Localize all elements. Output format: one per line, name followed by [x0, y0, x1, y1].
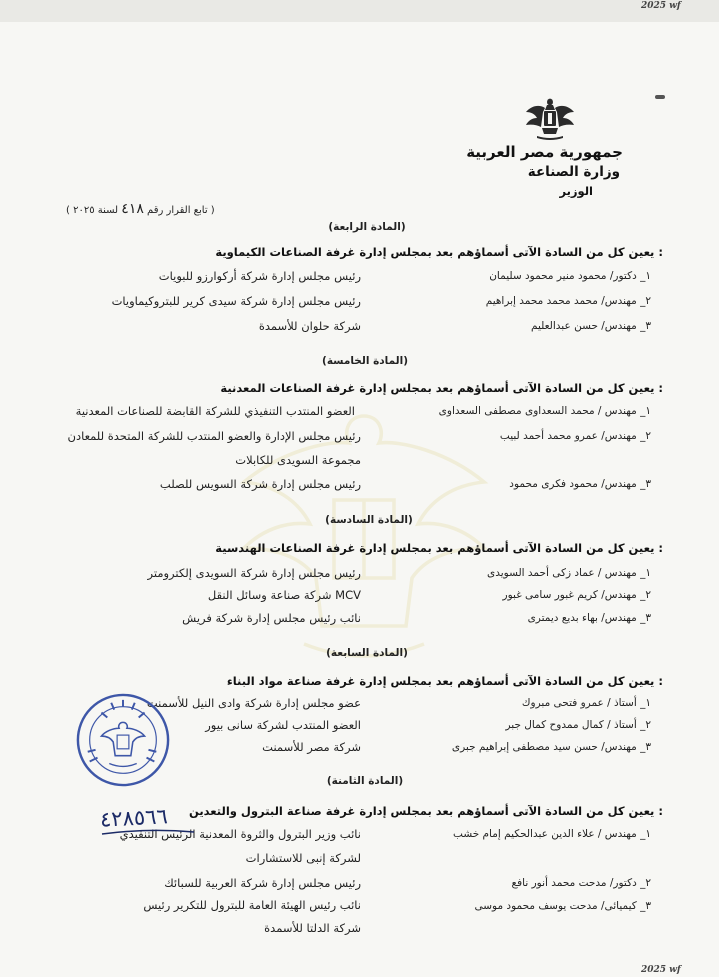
scan-top-edge: [0, 0, 719, 22]
section-title: (المادة الخامسة): [322, 355, 408, 367]
section-intro: يعين كل من السادة الآتى أسماؤهم بعد بمجلس إدارة غرفة صناعة مواد البناء :: [226, 674, 663, 688]
section-intro: يعين كل من السادة الآتى أسماؤهم بعد بمجلس إدارة غرفة الصناعات الهندسية :: [215, 541, 663, 555]
section-intro: يعين كل من السادة الآتى أسماؤهم بعد بمجلس إدارة غرفة صناعة البترول والتعدين :: [189, 804, 663, 818]
member-name: ٢_ دكتور/ مدحت محمد أنور نافع: [511, 877, 651, 889]
member-name: ١_ مهندس / عماد زكى أحمد السويدى: [487, 567, 651, 579]
member-role: نائب وزير البترول والثروة المعدنية الرئيس التنفيذي: [119, 827, 361, 841]
top-scan-tag: 2025 wf: [641, 1, 681, 11]
member-name: ٣_ كيميائى/ مدحت يوسف محمود موسى: [474, 900, 651, 912]
member-name: ٣_ مهندس/ حسن عبدالعليم: [530, 320, 651, 332]
member-name: ١_ مهندس / محمد السعداوى مصطفى السعداوى: [438, 405, 651, 417]
member-role: شركة مصر للأسمنت: [262, 740, 361, 754]
member-name: ١_ أستاذ / عمرو فتحى مبروك: [521, 697, 651, 709]
member-role: نائب رئيس مجلس إدارة شركة فريش: [182, 611, 361, 625]
member-role: رئيس مجلس إدارة شركة أركوارزو للبويات: [158, 269, 361, 283]
member-name: ٢_ أستاذ / كمال ممدوح كمال جبر: [505, 719, 651, 731]
decree-prefix: ( تابع القرار رقم: [147, 205, 215, 216]
header-office: الوزير: [559, 184, 593, 198]
section-intro: يعين كل من السادة الآتى أسماؤهم بعد بمجلس إدارة غرفة الصناعات الكيماوية :: [215, 245, 663, 259]
handwritten-underline: [100, 826, 196, 840]
member-name: ٢_ مهندس/ محمد محمد محمد إبراهيم: [485, 295, 651, 307]
ministry-stamp: [74, 690, 172, 790]
section-title: (المادة الرابعة): [328, 221, 406, 233]
member-role: عضو مجلس إدارة شركة وادى النيل للأسمنت: [146, 696, 361, 710]
member-name: ٢_ مهندس/ كريم غبور سامى غبور: [502, 589, 651, 601]
member-name: ٣_ مهندس/ بهاء بديع ديمترى: [527, 612, 651, 624]
section-intro: يعين كل من السادة الآتى أسماؤهم بعد بمجلس إدارة غرفة الصناعات المعدنية :: [220, 381, 663, 395]
member-role: رئيس مجلس إدارة شركة سيدى كرير للبتروكيماويات: [111, 294, 361, 308]
section-title: (المادة السابعة): [326, 647, 408, 659]
member-role: رئيس مجلس إدارة شركة السويس للصلب: [159, 477, 361, 491]
member-role: رئيس مجلس الإدارة والعضو المنتدب للشركة المتحدة للمعادن: [67, 429, 361, 443]
member-name: ١_ دكتور/ محمود منير محمود سليمان: [489, 270, 651, 282]
member-role: رئيس مجلس إدارة شركة السويدى إلكترومتر: [147, 566, 361, 580]
member-name: ٣_ مهندس/ محمود فكرى محمود: [509, 478, 651, 490]
member-role-line2: مجموعة السويدى للكابلات: [235, 453, 361, 467]
member-role: شركة حلوان للأسمدة: [258, 319, 361, 333]
bottom-scan-tag: 2025 wf: [641, 965, 681, 975]
member-role: العضو المنتدب لشركة سانى بيور: [205, 718, 361, 732]
member-role: نائب رئيس الهيئة العامة للبترول للتكرير رئيس: [143, 898, 361, 912]
header-ministry: وزارة الصناعة: [527, 164, 620, 180]
eagle-watermark: [214, 380, 514, 680]
decree-suffix: لسنة ٢٠٢٥ ): [66, 205, 119, 216]
handwritten-number: ٤٢٨٥٦٦: [99, 804, 169, 832]
header-country: جمهورية مصر العربية: [466, 143, 623, 161]
member-role-line2: لشركة إنبى للاستشارات: [245, 851, 361, 865]
member-role: العضو المنتدب التنفيذي للشركة القابضة للصناعات المعدنية: [75, 404, 355, 418]
member-name: ١_ مهندس / علاء الدين عبدالحكيم إمام خشب: [453, 828, 651, 840]
section-title: (المادة السادسة): [325, 514, 413, 526]
member-role: رئيس مجلس إدارة شركة العربية للسبائك: [164, 876, 361, 890]
member-role-line2: شركة الدلتا للأسمدة: [264, 921, 361, 935]
member-name: ٣_ مهندس/ حسن سيد مصطفى إبراهيم جبرى: [451, 741, 651, 753]
member-name: ٢_ مهندس/ عمرو محمد أحمد لبيب: [499, 430, 651, 442]
member-role: شركة صناعة وسائل النقل MCV: [207, 588, 361, 602]
decree-reference: [66, 201, 215, 217]
decree-number: ٤١٨: [121, 201, 144, 217]
eagle-emblem: [525, 96, 575, 140]
section-title: (المادة الثامنة): [326, 775, 404, 787]
corner-mark: [655, 95, 665, 99]
